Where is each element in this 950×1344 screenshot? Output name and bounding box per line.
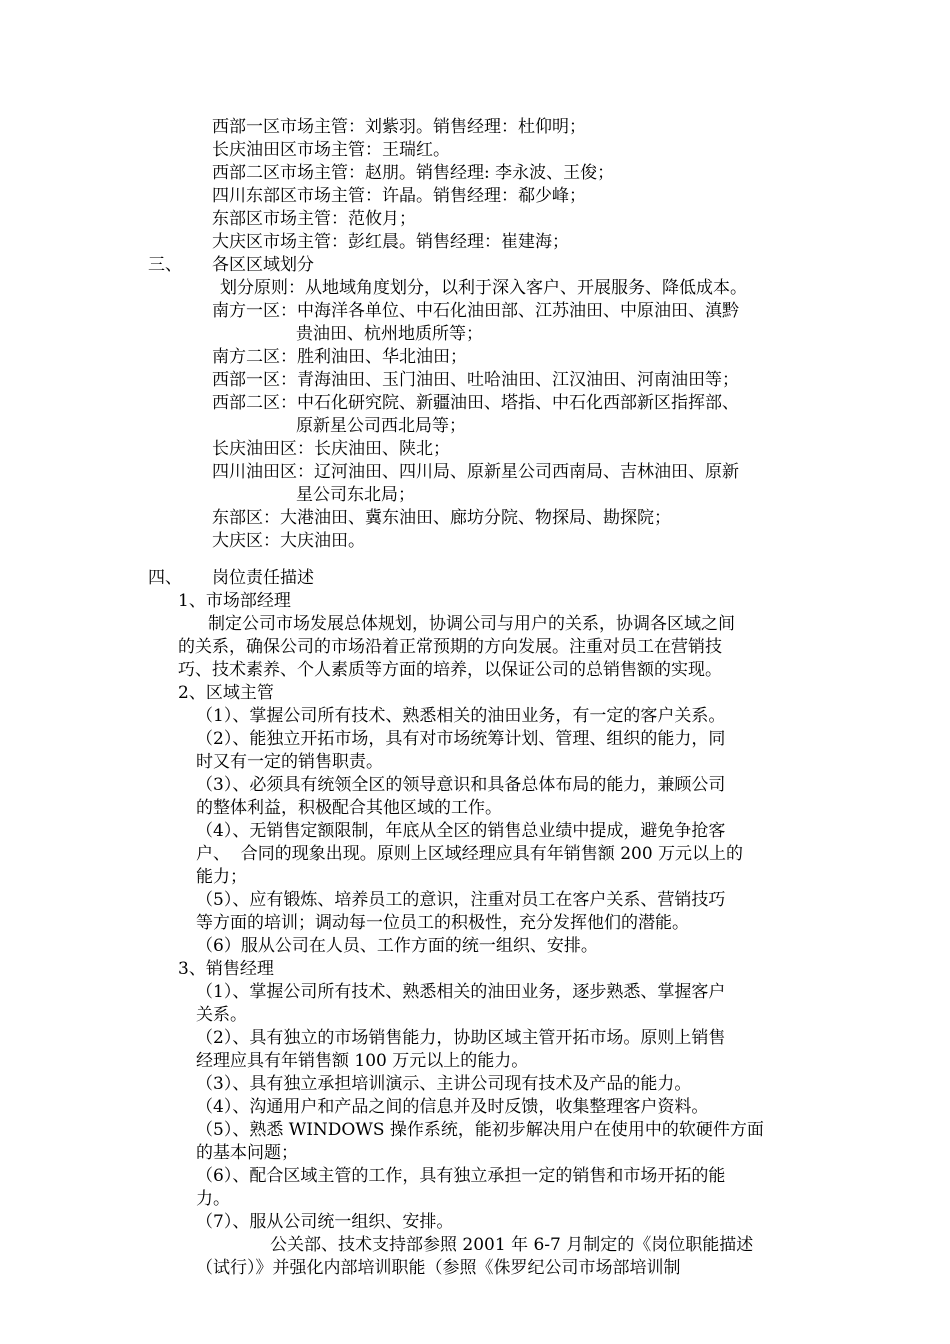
division-principle: 划分原则：从地域角度划分，以利于深入客户、开展服务、降低成本。	[220, 278, 747, 298]
list-item: （4）、沟通用户和产品之间的信息并及时反馈，收集整理客户资料。	[196, 1097, 709, 1117]
list-item: （2）、能独立开拓市场，具有对市场统筹计划、管理、组织的能力，同	[196, 729, 726, 749]
region-line: 长庆油田区：长庆油田、陕北；	[212, 439, 450, 459]
subsection-heading: 2、区域主管	[178, 683, 274, 703]
list-item: （5）、应有锻炼、培养员工的意识，注重对员工在客户关系、营销技巧	[196, 890, 726, 910]
list-item-continuation: 的基本问题；	[196, 1143, 298, 1163]
manager-line: 东部区市场主管：范攸月；	[212, 209, 416, 229]
region-line: 西部二区：中石化研究院、新疆油田、塔指、中石化西部新区指挥部、	[212, 393, 739, 413]
list-item: （1）、掌握公司所有技术、熟悉相关的油田业务，有一定的客户关系。	[196, 706, 726, 726]
manager-line: 四川东部区市场主管：许晶。销售经理：郗少峰；	[212, 186, 586, 206]
manager-line: 长庆油田区市场主管：王瑞红。	[212, 140, 450, 160]
region-line: 西部一区：青海油田、玉门油田、吐哈油田、江汉油田、河南油田等；	[212, 370, 739, 390]
section-number: 三、	[148, 255, 182, 275]
manager-line: 西部二区市场主管：赵朋。销售经理: 李永波、王俊；	[212, 163, 615, 183]
list-item: （7）、服从公司统一组织、安排。	[196, 1212, 454, 1232]
list-item: （5）、熟悉 WINDOWS 操作系统，能初步解决用户在使用中的软硬件方面	[196, 1120, 764, 1140]
section-title: 岗位责任描述	[212, 568, 314, 588]
list-item: （3）、具有独立承担培训演示、主讲公司现有技术及产品的能力。	[196, 1074, 692, 1094]
body-line: 的关系，确保公司的市场沿着正常预期的方向发展。注重对员工在营销技	[178, 637, 722, 657]
region-line: 东部区：大港油田、冀东油田、廊坊分院、物探局、勘探院；	[212, 508, 671, 528]
subsection-heading: 3、销售经理	[178, 959, 274, 979]
list-item-continuation: 关系。	[196, 1005, 247, 1025]
list-item-continuation: 户、 合同的现象出现。原则上区域经理应具有年销售额 200 万元以上的	[196, 844, 744, 864]
list-item-continuation: 能力；	[196, 867, 247, 887]
list-item-continuation: 等方面的培训；调动每一位员工的积极性，充分发挥他们的潜能。	[196, 913, 689, 933]
region-line: 星公司东北局；	[296, 485, 415, 505]
subsection-heading: 1、市场部经理	[178, 591, 291, 611]
region-line: 南方一区：中海洋各单位、中石化油田部、江苏油田、中原油田、滇黔	[212, 301, 739, 321]
list-item-continuation: 的整体利益，积极配合其他区域的工作。	[196, 798, 502, 818]
body-line: 巧、技术素养、个人素质等方面的培养，以保证公司的总销售额的实现。	[178, 660, 722, 680]
list-item-continuation: 时又有一定的销售职责。	[196, 752, 383, 772]
list-item: （2）、具有独立的市场销售能力，协助区域主管开拓市场。原则上销售	[196, 1028, 726, 1048]
section-title: 各区区域划分	[212, 255, 314, 275]
region-line: 大庆区：大庆油田。	[212, 531, 365, 551]
body-line: 制定公司市场发展总体规划，协调公司与用户的关系，协调各区域之间	[208, 614, 735, 634]
list-item: （6）、配合区域主管的工作，具有独立承担一定的销售和市场开拓的能	[196, 1166, 726, 1186]
section-number: 四、	[148, 568, 182, 588]
list-item-continuation: 力。	[196, 1189, 230, 1209]
closing-line: （试行）》并强化内部培训职能（参照《侏罗纪公司市场部培训制	[196, 1258, 681, 1278]
list-item: （1）、掌握公司所有技术、熟悉相关的油田业务，逐步熟悉、掌握客户	[196, 982, 726, 1002]
list-item: （6）服从公司在人员、工作方面的统一组织、安排。	[196, 936, 598, 956]
list-item: （4）、无销售定额限制，年底从全区的销售总业绩中提成，避免争抢客	[196, 821, 726, 841]
region-line: 贵油田、杭州地质所等；	[296, 324, 483, 344]
list-item-continuation: 经理应具有年销售额 100 万元以上的能力。	[196, 1051, 529, 1071]
region-line: 四川油田区：辽河油田、四川局、原新星公司西南局、吉林油田、原新	[212, 462, 739, 482]
region-line: 原新星公司西北局等；	[296, 416, 466, 436]
manager-line: 西部一区市场主管：刘紫羽。销售经理：杜仰明；	[212, 117, 586, 137]
list-item: （3）、必须具有统领全区的领导意识和具备总体布局的能力，兼顾公司	[196, 775, 726, 795]
closing-line: 公关部、技术支持部参照 2001 年 6-7 月制定的《岗位职能描述	[270, 1235, 754, 1255]
manager-line: 大庆区市场主管：彭红晨。销售经理：崔建海；	[212, 232, 569, 252]
region-line: 南方二区：胜利油田、华北油田；	[212, 347, 467, 367]
